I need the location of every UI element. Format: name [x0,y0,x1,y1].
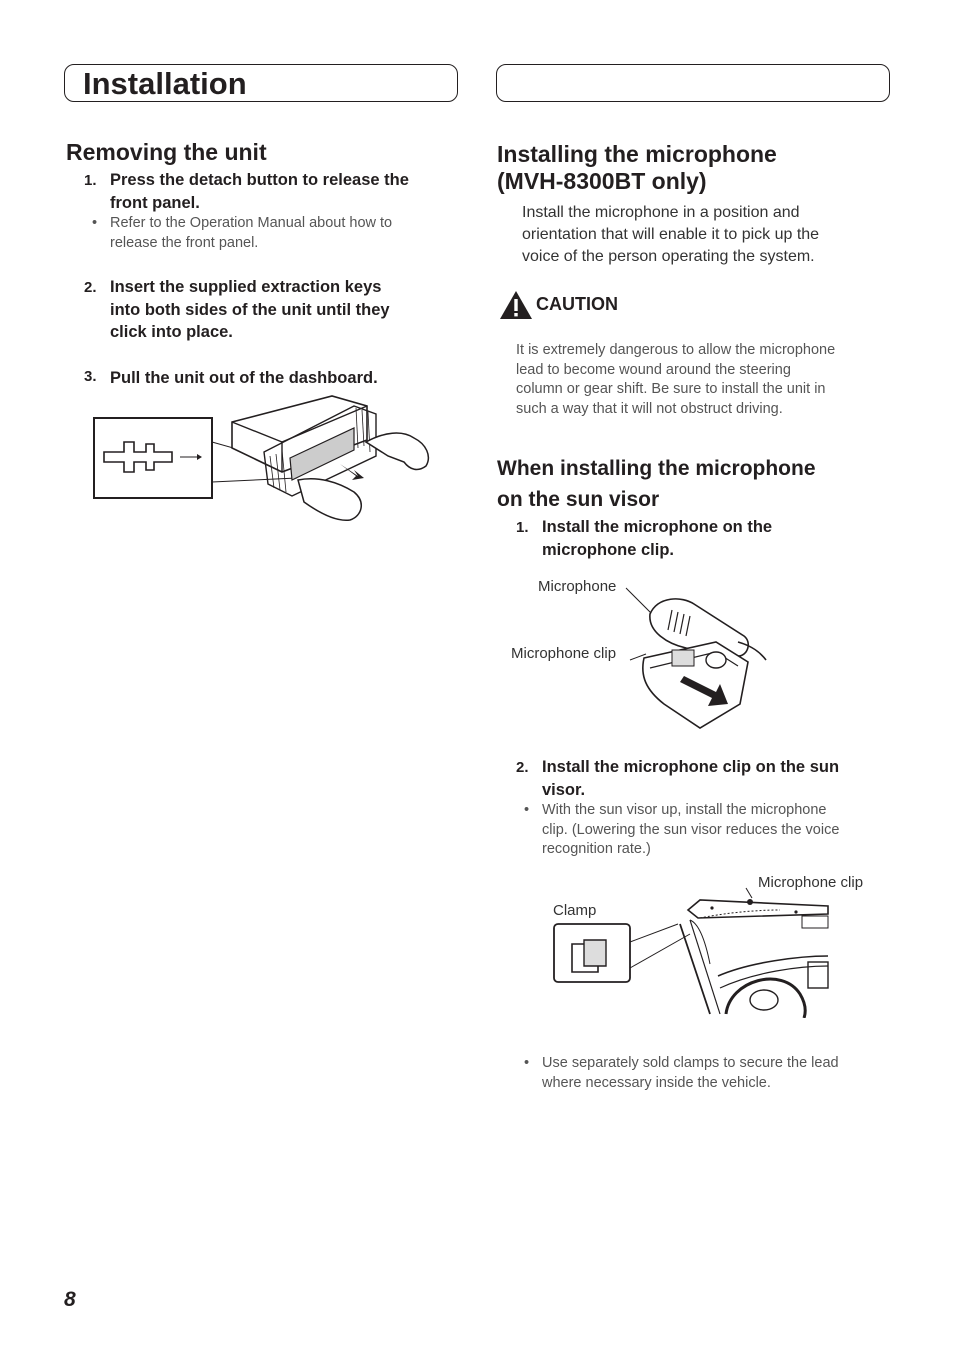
step-number: 2. [84,279,97,296]
step-number: 3. [84,368,97,385]
unit-removal-illustration [92,392,442,528]
note-text: Refer to the Operation Manual about how to release the front panel. [110,215,393,251]
caution-label: CAUTION [536,294,618,314]
bullet: • [524,1055,530,1071]
note-text: With the sun visor up, install the microphone clip. (Lowering the sun visor reduces the voice recognition rate.) [542,802,840,857]
sun-visor-illustration [550,884,830,1018]
step-number: 1. [84,172,97,189]
microphone-clip-illustration [620,580,770,730]
page-number: 8 [64,1288,76,1311]
section-header-box [64,64,458,102]
caution-text: It is extremely dangerous to allow the microphone lead to become wound around the steering column or gear shift. Be sure to install the unit in such a way that it will not obstruct driving. [516,342,836,417]
bullet: • [524,802,530,818]
label-microphone: Microphone [538,578,617,595]
warning-triangle-icon [499,290,533,320]
label-microphone-clip: Microphone clip [511,645,617,662]
page-title: Installation [83,66,247,101]
label-microphone-clip: Microphone clip [758,874,864,891]
label-clamp: Clamp [553,902,597,919]
step-text: Install the microphone clip on the sun visor. [542,758,840,799]
header-box-empty [496,64,890,102]
subsection-title-sun-visor: When installing the microphone on the sun visor [497,457,816,511]
section-title-removing: Removing the unit [66,139,267,165]
intro-text: Install the microphone in a position and orientation that will enable it to pick up the voice of the person operating the system. [522,204,820,265]
step-text: Press the detach button to release the front panel. [110,171,409,212]
step-text: Pull the unit out of the dashboard. [110,369,378,387]
final-note-text: Use separately sold clamps to secure the lead where necessary inside the vehicle. [542,1055,839,1091]
step-text: Install the microphone on the microphone clip. [542,518,773,559]
step-number: 1. [516,519,529,536]
section-title-microphone: Installing the microphone (MVH-8300BT only) [497,141,777,194]
bullet: • [92,215,98,231]
step-text: Insert the supplied extraction keys into both sides of the unit until they click into place. [110,278,390,341]
step-number: 2. [516,759,529,776]
